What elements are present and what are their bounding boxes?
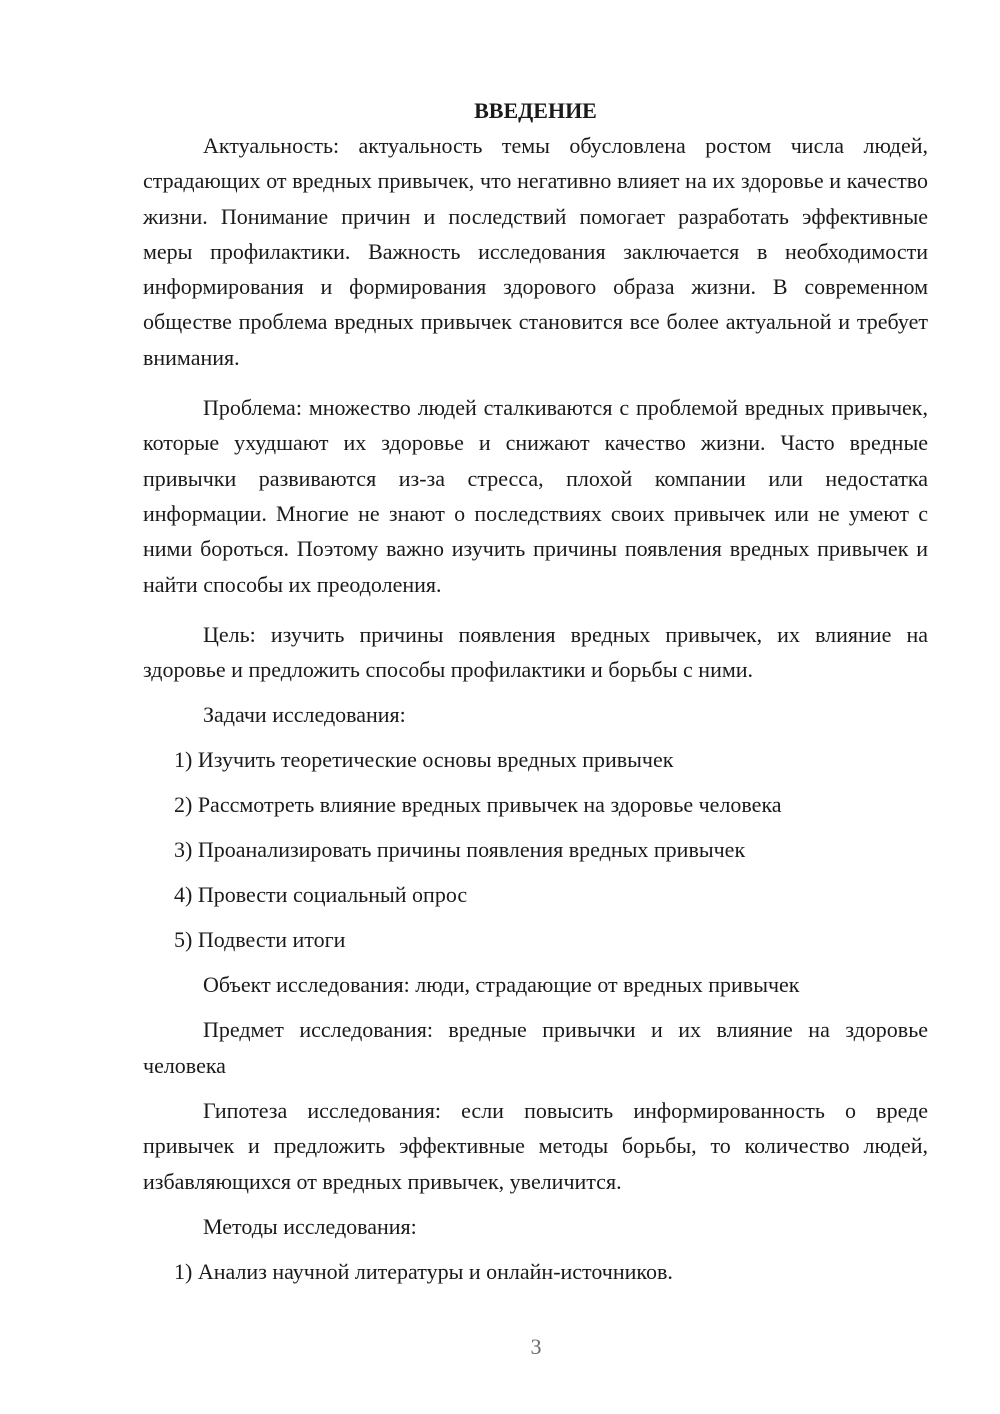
task-item-5: 5) Подвести итоги [174,927,346,953]
task-item-3: 3) Проанализировать причины появления вредных привычек [174,837,746,863]
tasks-heading: Задачи исследования: [203,702,406,728]
object-paragraph: Объект исследования: люди, страдающие от вредных привычек [203,972,800,998]
page-content [143,96,928,1289]
task-item-4: 4) Провести социальный опрос [174,882,468,908]
page-number: 3 [530,1334,542,1359]
method-item-1: 1) Анализ научной литературы и онлайн-источников. [174,1258,673,1284]
subject-paragraph: Предмет исследования: вредные привычки и их влияние на здоровье человека [143,1017,928,1078]
section-title: ВВЕДЕНИЕ [474,98,597,123]
relevance-paragraph: Актуальность: актуальность темы обусловлена ростом числа людей, страдающих от вредных привычек, что негативно влияет на их здоровье и качество жизни. Понимание причин и последствий помогает разработать эффективные меры профилактики. Важность исследования заключается в необходимости информирования и формирования здорового образа жизни. В современном обществе проблема вредных привычек становится все более актуальной и требует внимания. [143,133,928,370]
task-item-1: 1) Изучить теоретические основы вредных привычек [174,747,674,773]
task-item-2: 2) Рассмотреть влияние вредных привычек на здоровье человека [174,792,782,818]
methods-heading: Методы исследования: [203,1213,417,1239]
goal-paragraph: Цель: изучить причины появления вредных привычек, их влияние на здоровье и предложить способы профилактики и борьбы с ними. [143,621,928,683]
problem-paragraph: Проблема: множество людей сталкиваются с проблемой вредных привычек, которые ухудшают их здоровье и снижают качество жизни. Часто вредные привычки развиваются из-за стресса, плохой компании или недостатка информации. Многие не знают о последствиях своих привычек или не умеют с ними бороться. Поэтому важно изучить причины появления вредных привычек и найти способы их преодоления. [143,395,928,597]
hypothesis-paragraph: Гипотеза исследования: если повысить информированность о вреде привычек и предложить эффективные методы борьбы, то количество людей, избавляющихся от вредных привычек, увеличится. [143,1098,928,1194]
